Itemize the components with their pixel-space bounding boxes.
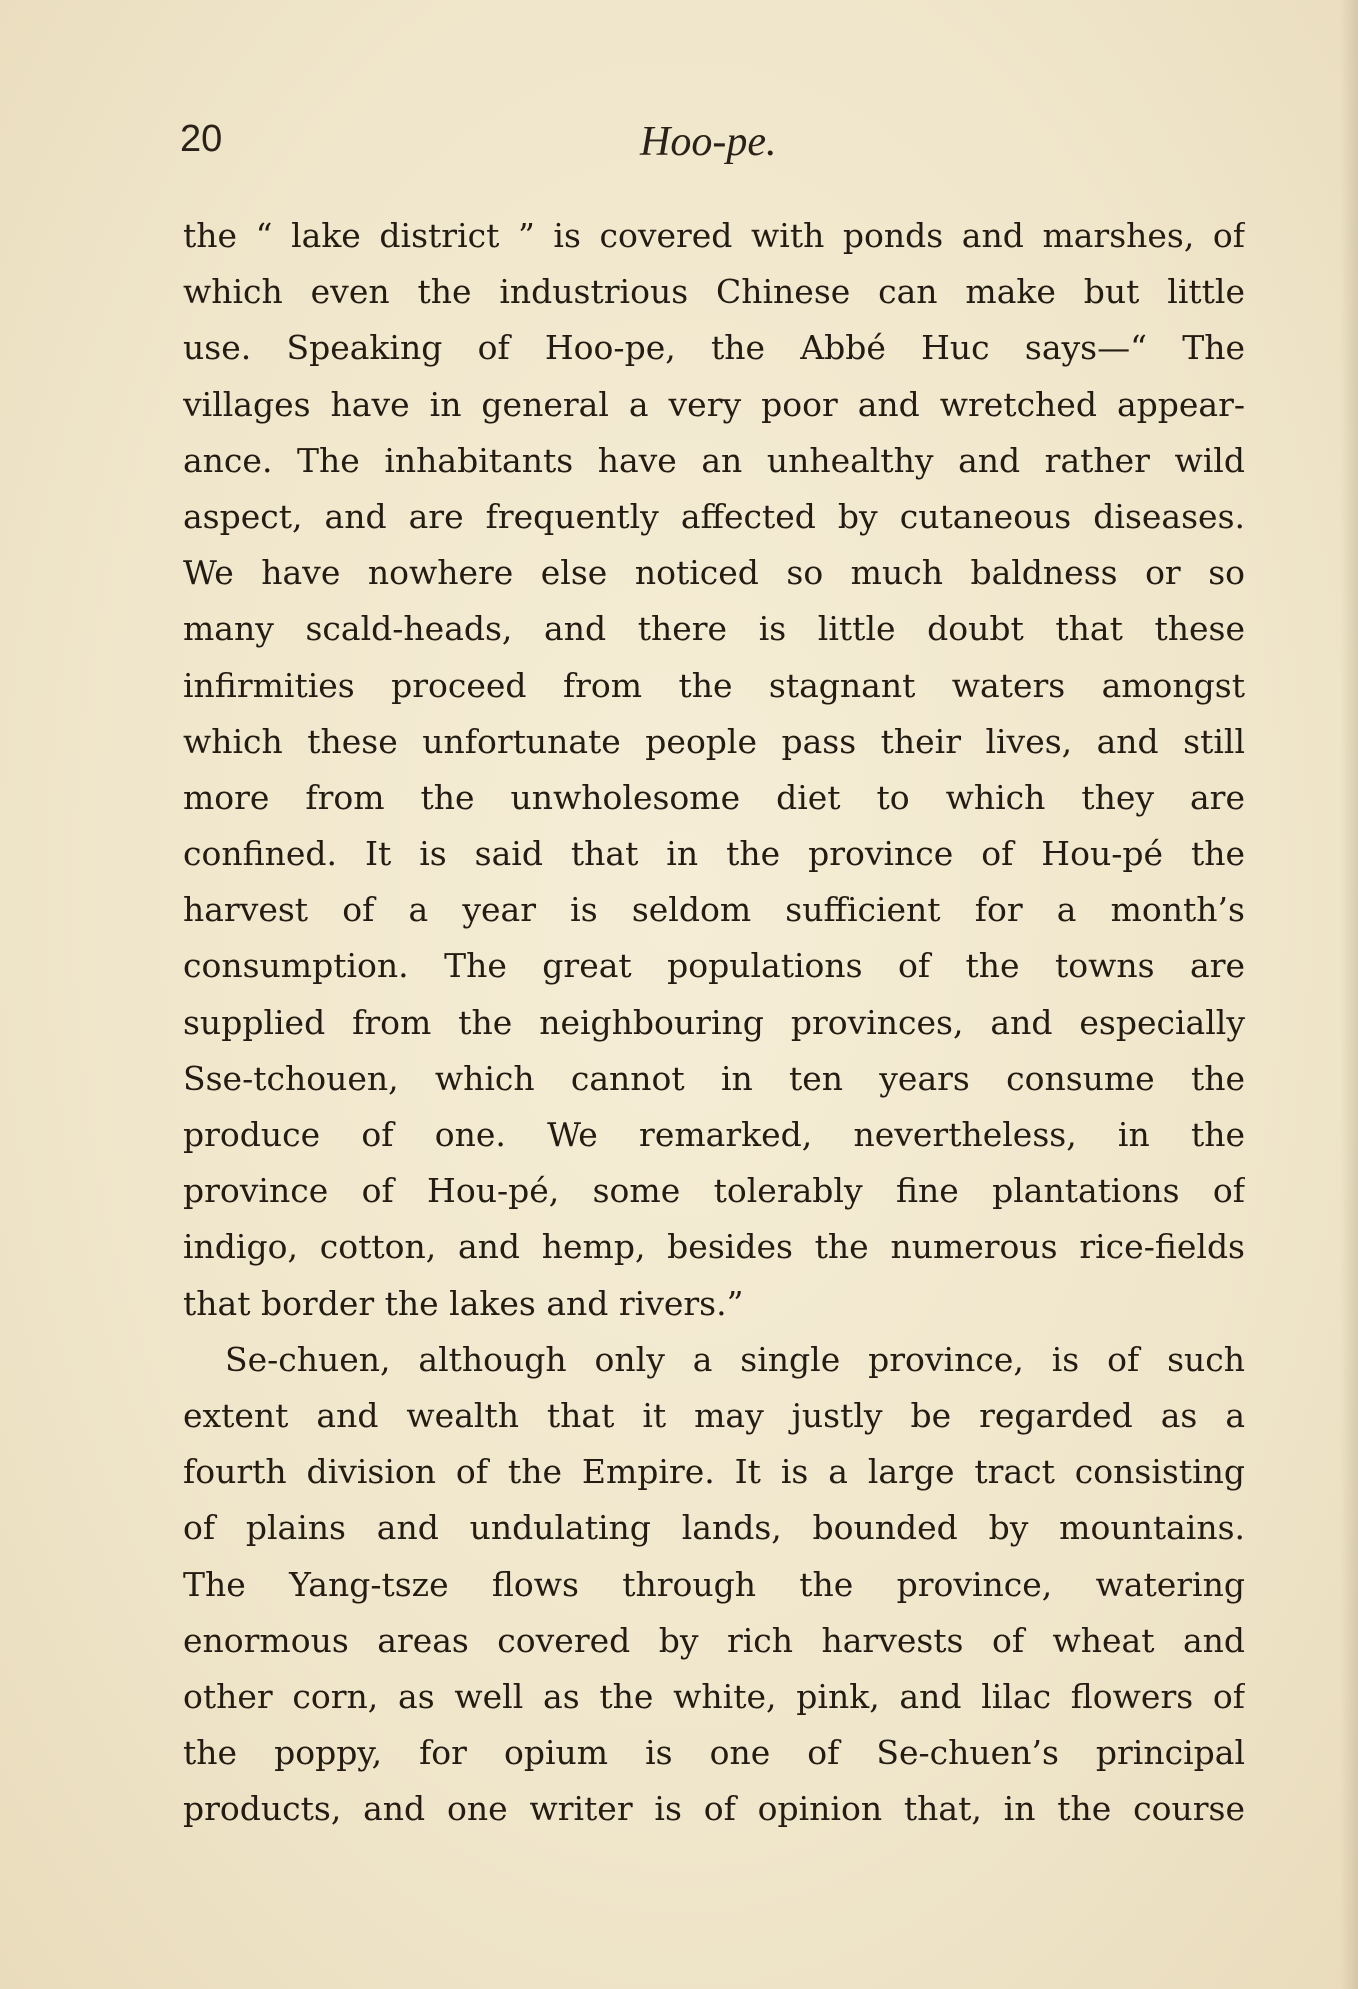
text-line: Sse-tchouen, which cannot in ten years consume the [183, 1058, 1245, 1098]
text-line: ance. The inhabitants have an unhealthy and rather wild [183, 440, 1245, 480]
page-number: 20 [180, 118, 223, 160]
text-line: infirmities proceed from the stagnant waters amongst [183, 665, 1245, 705]
text-line: Se-chuen, although only a single province, is of such [225, 1339, 1245, 1379]
text-line: enormous areas covered by rich harvests of wheat and [183, 1620, 1245, 1660]
text-line: extent and wealth that it may justly be regarded as a [183, 1395, 1245, 1435]
text-line: which these unfortunate people pass their lives, and still [183, 721, 1245, 761]
text-line: of plains and undulating lands, bounded by mountains. [183, 1508, 1245, 1548]
text-line: supplied from the neighbouring provinces, and especially [183, 1002, 1245, 1042]
page-header [180, 118, 1250, 178]
text-line: aspect, and are frequently affected by cutaneous diseases. [183, 496, 1245, 536]
body-text [183, 208, 1245, 1837]
text-line: province of Hou-pé, some tolerably fine plantations of [183, 1171, 1245, 1211]
text-line: indigo, cotton, and hemp, besides the numerous rice-fields [183, 1227, 1245, 1267]
page-edge-shadow [1340, 0, 1358, 1989]
text-line: confined. It is said that in the province of Hou-pé the [183, 834, 1245, 874]
text-line: the poppy, for opium is one of Se-chuen’s principal [183, 1733, 1245, 1773]
text-line: other corn, as well as the white, pink, and lilac flowers of [183, 1676, 1245, 1716]
text-line: produce of one. We remarked, nevertheless, in the [183, 1115, 1245, 1154]
text-line: We have nowhere else noticed so much baldness or so [183, 553, 1245, 593]
text-line: which even the industrious Chinese can make but little [183, 272, 1245, 312]
text-line: products, and one writer is of opinion that, in the course [183, 1789, 1245, 1829]
text-line: that border the lakes and rivers.” [183, 1283, 744, 1323]
text-line: fourth division of the Empire. It is a large tract consisting [183, 1452, 1245, 1492]
text-line: consumption. The great populations of the towns are [183, 946, 1245, 986]
text-line: the “ lake district ” is covered with ponds and marshes, of [183, 216, 1245, 255]
text-line: more from the unwholesome diet to which they are [183, 777, 1245, 817]
text-line: villages have in general a very poor and wretched appear- [183, 384, 1245, 424]
text-line: use. Speaking of Hoo-pe, the Abbé Huc says—“ The [183, 328, 1245, 368]
text-line: harvest of a year is seldom sufficient for a month’s [183, 890, 1245, 930]
text-line: many scald-heads, and there is little doubt that these [183, 609, 1245, 649]
running-title: Hoo-pe. [640, 119, 777, 165]
text-line: The Yang-tsze flows through the province, watering [183, 1564, 1245, 1604]
